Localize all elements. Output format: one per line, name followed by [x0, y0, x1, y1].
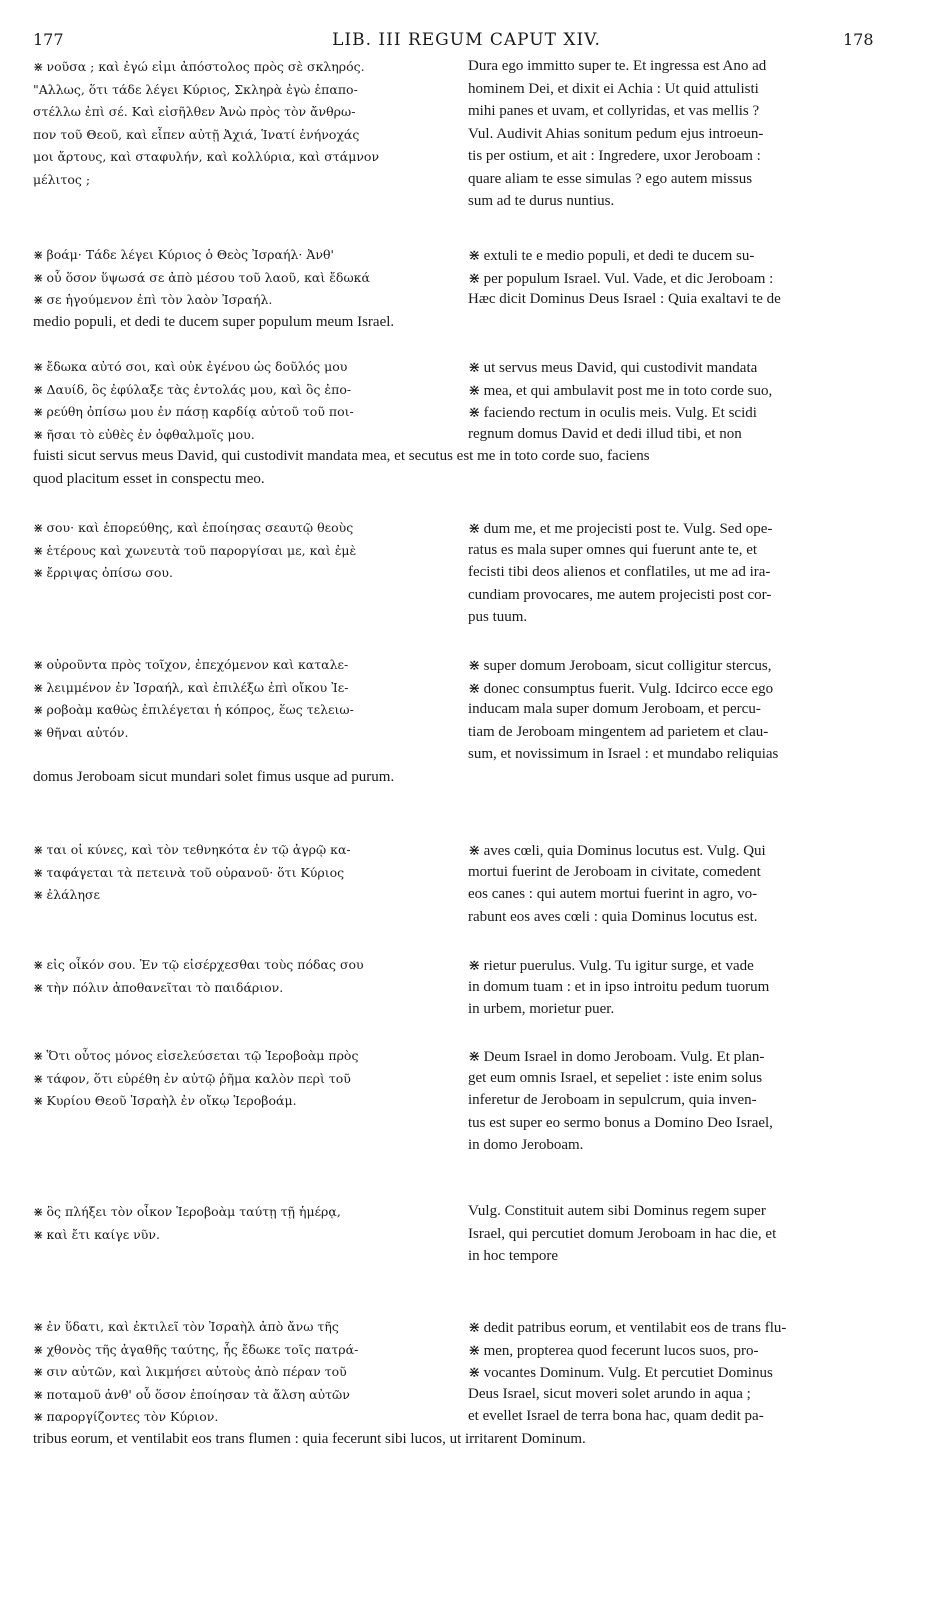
- line-text: sum ad te durus nuntius.: [468, 193, 615, 209]
- latin-line: [468, 1001, 614, 1018]
- latin-line: [468, 1363, 773, 1382]
- obelus-mark: ⋇: [33, 1341, 44, 1357]
- obelus-mark: ⋇: [33, 359, 44, 374]
- line-text: mortui fuerint de Jeroboam in civitate, comedent: [468, 863, 761, 880]
- page-header: [0, 30, 933, 52]
- greek-line: [33, 359, 347, 374]
- greek-line: [33, 725, 128, 740]
- latin-line: [468, 171, 752, 188]
- greek-line: [33, 1342, 358, 1357]
- line-text: quod placitum esset in conspectu meo.: [33, 470, 265, 487]
- line-text: fecisti tibi deos alienos et conflatiles, ut me ad ira-: [468, 564, 771, 580]
- greek-line: [33, 104, 355, 119]
- line-text: ἔδωκα αὐτό σοι, καὶ οὐκ ἐγένου ὡς δοῦλός μου: [46, 359, 348, 374]
- line-text: per populum Israel. Vul. Vade, et dic Jeroboam :: [483, 270, 774, 287]
- greek-line: [33, 149, 379, 164]
- line-text: inducam mala super domum Jeroboam, et percu-: [468, 701, 761, 717]
- greek-line: [33, 657, 348, 672]
- greek-line: [33, 1204, 341, 1219]
- line-text: πον τοῦ Θεοῦ, καὶ εἶπεν αὐτῇ Ἀχιά, Ἱνατί ἐνήνοχάς: [33, 126, 360, 142]
- latin-fullwidth-line: [33, 471, 265, 488]
- line-text: pus tuum.: [468, 609, 528, 625]
- latin-line: [468, 1248, 558, 1265]
- obelus-mark: ⋇: [468, 958, 481, 974]
- line-text: eos canes : qui autem mortui fuerint in agro, vo-: [468, 886, 758, 902]
- obelus-mark: ⋇: [33, 679, 44, 695]
- line-text: λειμμένον ἐν Ἰσραήλ, καὶ ἐπιλέξω ἐπὶ οἴκου Ἰε-: [46, 679, 349, 695]
- obelus-mark: ⋇: [468, 270, 481, 287]
- latin-line: [468, 358, 757, 377]
- line-text: Ὅτι οὗτος μόνος εἰσελεύσεται τῷ Ἱεροβοὰμ πρὸς: [46, 1048, 359, 1063]
- line-text: mihi panes et uvam, et collyridas, et vas mellis ?: [468, 103, 760, 119]
- latin-line: [468, 886, 757, 903]
- line-text: ἔρριψας ὀπίσω σου.: [46, 565, 173, 580]
- latin-line: [468, 1070, 762, 1087]
- greek-line: [33, 520, 353, 535]
- obelus-mark: ⋇: [33, 404, 44, 419]
- line-text: ται οἱ κύνες, καὶ τὸν τεθνηκότα ἐν τῷ ἀγρῷ κα-: [46, 842, 351, 857]
- latin-line: [468, 1092, 757, 1109]
- latin-line: [468, 1318, 786, 1337]
- obelus-mark: ⋇: [33, 1226, 44, 1242]
- greek-line: [33, 702, 354, 717]
- latin-line: [468, 519, 772, 538]
- line-text: sum, et novissimum in Israel : et mundabo reliquias: [468, 746, 779, 762]
- line-text: faciendo rectum in oculis meis. Vulg. Et scidi: [483, 405, 757, 421]
- greek-line: [33, 59, 365, 74]
- page-number-right: 178: [843, 30, 874, 49]
- line-text: ρεύθη ὀπίσω μου ἐν πάσῃ καρδίᾳ αὐτοῦ τοῦ ποι-: [46, 404, 354, 419]
- latin-line: [468, 381, 772, 400]
- line-text: tus est super eo sermo bonus a Domino Deo Israel,: [468, 1114, 773, 1131]
- greek-line: [33, 247, 334, 262]
- line-text: ταφάγεται τὰ πετεινὰ τοῦ οὐρανοῦ· ὅτι Κύριος: [46, 864, 345, 880]
- obelus-mark: ⋇: [33, 292, 44, 307]
- greek-line: [33, 427, 255, 442]
- line-text: men, propterea quod fecerunt lucos suos, pro-: [483, 1342, 759, 1359]
- latin-line: [468, 1137, 583, 1154]
- greek-line: [33, 565, 173, 580]
- line-text: Israel, qui percutiet domum Jeroboam in hac die, et: [468, 1225, 777, 1242]
- line-text: εἰς οἶκόν σου. Ἐν τῷ εἰσέρχεσθαι τοὺς πόδας σου: [46, 957, 364, 972]
- latin-line: [468, 403, 757, 422]
- line-text: ratus es mala super omnes qui fuerunt ante te, et: [468, 541, 758, 558]
- latin-line: [468, 587, 771, 604]
- line-text: cundiam provocares, me autem projecisti post cor-: [468, 586, 772, 603]
- latin-line: [468, 1341, 759, 1360]
- obelus-mark: ⋇: [468, 1049, 481, 1065]
- obelus-mark: ⋇: [468, 360, 481, 376]
- obelus-mark: ⋇: [468, 1320, 481, 1336]
- greek-line: [33, 865, 344, 880]
- line-text: get eum omnis Israel, et sepeliet : iste enim solus: [468, 1069, 763, 1086]
- line-text: in hoc tempore: [468, 1248, 558, 1264]
- line-text: in domo Jeroboam.: [468, 1137, 584, 1153]
- line-text: οὗ ὅσον ὕψωσά σε ἀπὸ μέσου τοῦ λαοῦ, καὶ ἔδωκά: [46, 269, 370, 285]
- line-text: domus Jeroboam sicut mundari solet fimus usque ad purum.: [33, 768, 395, 785]
- latin-line: [468, 148, 761, 165]
- line-text: super domum Jeroboam, sicut colligitur stercus,: [483, 658, 772, 674]
- obelus-mark: ⋇: [33, 657, 44, 672]
- line-text: "Αλλως, ὅτι τάδε λέγει Κύριος, Σκληρὰ ἐγὼ ἐπαπο-: [33, 81, 358, 97]
- latin-line: [468, 979, 769, 996]
- line-text: σε ἡγούμενον ἐπὶ τὸν λαὸν Ἰσραήλ.: [46, 292, 273, 307]
- line-text: mea, et qui ambulavit post me in toto corde suo,: [483, 382, 773, 399]
- greek-line: [33, 887, 100, 902]
- line-text: et evellet Israel de terra bona hac, quam dedit pa-: [468, 1408, 764, 1424]
- line-text: medio populi, et dedi te ducem super populum meum Israel.: [33, 313, 395, 330]
- line-text: extuli te e medio populi, et dedi te ducem su-: [483, 248, 755, 264]
- line-text: vocantes Dominum. Vulg. Et percutiet Dominus: [483, 1365, 773, 1381]
- latin-line: [468, 269, 773, 288]
- obelus-mark: ⋇: [33, 1319, 44, 1334]
- line-text: Deus Israel, sicut moveri solet arundo in aqua ;: [468, 1385, 751, 1402]
- latin-line: [468, 193, 614, 210]
- greek-line: [33, 172, 90, 187]
- line-text: ἐν ὕδατι, καὶ ἐκτιλεῖ τὸν Ἰσραὴλ ἀπὸ ἄνω τῆς: [46, 1319, 339, 1334]
- latin-line: [468, 1226, 776, 1243]
- obelus-mark: ⋇: [33, 842, 44, 857]
- obelus-mark: ⋇: [468, 658, 481, 674]
- greek-line: [33, 1319, 339, 1334]
- line-text: ὃς πλήξει τὸν οἶκον Ἱεροβοὰμ ταύτῃ τῇ ἡμέρᾳ,: [46, 1204, 341, 1219]
- latin-line: [468, 58, 766, 75]
- line-text: Δαυίδ, ὃς ἐφύλαξε τὰς ἐντολάς μου, καὶ ὃς ἐπο-: [46, 381, 352, 397]
- latin-line: [468, 246, 754, 265]
- line-text: rabunt eos aves cœli : quia Dominus locutus est.: [468, 908, 758, 925]
- obelus-mark: ⋇: [33, 1409, 44, 1424]
- line-text: σου· καὶ ἐπορεύθης, καὶ ἐποίησας σεαυτῷ θεοὺς: [46, 520, 354, 535]
- obelus-mark: ⋇: [33, 864, 44, 880]
- line-text: νοῦσα ; καὶ ἐγώ εἰμι ἀπόστολος πρὸς σὲ σκληρός.: [46, 59, 365, 74]
- latin-fullwidth-line: [33, 448, 650, 465]
- greek-line: [33, 82, 358, 97]
- line-text: Vulg. Constituit autem sibi Dominus regem super: [468, 1203, 766, 1219]
- line-text: Κυρίου Θεοῦ Ἰσραὴλ ἐν οἴκῳ Ἱεροβοάμ.: [46, 1093, 297, 1108]
- obelus-mark: ⋇: [33, 1093, 44, 1108]
- latin-line: [468, 564, 770, 581]
- obelus-mark: ⋇: [468, 521, 481, 537]
- greek-line: [33, 543, 356, 558]
- obelus-mark: ⋇: [33, 1364, 44, 1379]
- obelus-mark: ⋇: [33, 1070, 44, 1086]
- line-text: hominem Dei, et dixit ei Achia : Ut quid attulisti: [468, 80, 759, 97]
- line-text: quare aliam te esse simulas ? ego autem missus: [468, 170, 753, 187]
- line-text: οὐροῦντα πρὸς τοῖχον, ἐπεχόμενον καὶ καταλε-: [46, 657, 349, 672]
- line-text: παροργίζοντες τὸν Κύριον.: [46, 1409, 219, 1424]
- obelus-mark: ⋇: [468, 1365, 481, 1381]
- greek-line: [33, 382, 351, 397]
- greek-line: [33, 980, 283, 995]
- line-text: rietur puerulus. Vulg. Tu igitur surge, et vade: [483, 958, 754, 974]
- greek-line: [33, 1227, 160, 1242]
- line-text: tiam de Jeroboam mingentem ad parietem et clau-: [468, 723, 769, 740]
- obelus-mark: ⋇: [33, 247, 44, 262]
- greek-line: [33, 680, 348, 695]
- latin-line: [468, 542, 757, 559]
- line-text: Deum Israel in domo Jeroboam. Vulg. Et plan-: [483, 1049, 765, 1065]
- latin-line: [468, 724, 768, 741]
- line-text: tis per ostium, et ait : Ingredere, uxor Jeroboam :: [468, 148, 761, 164]
- latin-line: [468, 126, 763, 143]
- latin-line: [468, 291, 781, 308]
- line-text: Dura ego immitto super te. Et ingressa est Ano ad: [468, 58, 767, 74]
- latin-fullwidth-line: [33, 769, 394, 786]
- latin-line: [468, 1408, 764, 1425]
- latin-line: [468, 1047, 764, 1066]
- obelus-mark: ⋇: [468, 382, 481, 399]
- obelus-mark: ⋇: [33, 957, 44, 972]
- latin-line: [468, 746, 778, 763]
- line-text: τὴν πόλιν ἀποθανεῖται τὸ παιδάριον.: [46, 979, 284, 995]
- latin-line: [468, 1386, 751, 1403]
- obelus-mark: ⋇: [33, 520, 44, 535]
- line-text: μέλιτος ;: [33, 171, 91, 187]
- latin-line: [468, 864, 761, 881]
- obelus-mark: ⋇: [33, 887, 44, 902]
- obelus-mark: ⋇: [33, 702, 44, 717]
- latin-line: [468, 679, 773, 698]
- obelus-mark: ⋇: [33, 1204, 44, 1219]
- line-text: στέλλω ἐπὶ σέ. Καὶ εἰσῆλθεν Ἀνὼ πρὸς τὸν ἄνθρω-: [33, 104, 356, 119]
- greek-line: [33, 1387, 350, 1402]
- line-text: inferetur de Jeroboam in sepulcrum, quia inven-: [468, 1092, 757, 1108]
- latin-line: [468, 841, 766, 860]
- obelus-mark: ⋇: [33, 59, 44, 74]
- obelus-mark: ⋇: [33, 542, 44, 558]
- line-text: Vul. Audivit Ahias sonitum pedum ejus introeun-: [468, 125, 764, 142]
- line-text: σιν αὐτῶν, καὶ λικμήσει αὐτοὺς ἀπὸ πέραν τοῦ: [46, 1364, 347, 1379]
- obelus-mark: ⋇: [468, 680, 481, 697]
- latin-line: [468, 1115, 773, 1132]
- line-text: Hæc dicit Dominus Deus Israel : Quia exaltavi te de: [468, 291, 781, 307]
- line-text: tribus eorum, et ventilabit eos trans flumen : quia fecerunt sibi lucos, ut irritarent Dominum.: [33, 1430, 586, 1447]
- line-text: μοι ἄρτους, καὶ σταφυλήν, καὶ κολλύρια, καὶ στάμνον: [33, 149, 380, 164]
- line-text: θῆναι αὐτόν.: [46, 724, 129, 740]
- obelus-mark: ⋇: [33, 269, 44, 285]
- latin-fullwidth-line: [33, 1431, 586, 1448]
- line-text: ροβοὰμ καθὼς ἐπιλέγεται ἡ κόπρος, ἕως τελειω-: [46, 702, 354, 717]
- latin-line: [468, 909, 758, 926]
- latin-fullwidth-line: [33, 314, 394, 331]
- obelus-mark: ⋇: [33, 565, 44, 580]
- greek-line: [33, 1409, 218, 1424]
- obelus-mark: ⋇: [33, 381, 44, 397]
- latin-line: [468, 956, 754, 975]
- greek-line: [33, 957, 364, 972]
- line-text: ut servus meus David, qui custodivit mandata: [483, 360, 758, 376]
- line-text: καὶ ἔτι καίγε νῦν.: [46, 1226, 160, 1242]
- line-text: fuisti sicut servus meus David, qui custodivit mandata mea, et secutus est me in toto corde suo, faciens: [33, 448, 650, 464]
- obelus-mark: ⋇: [468, 843, 481, 859]
- line-text: τάφον, ὅτι εὑρέθη ἐν αὐτῷ ῥῆμα καλὸν περὶ τοῦ: [46, 1070, 351, 1086]
- line-text: dum me, et me projecisti post te. Vulg. Sed ope-: [483, 521, 773, 537]
- line-text: aves cœli, quia Dominus locutus est. Vulg. Qui: [483, 843, 766, 859]
- page-number-left: 177: [33, 30, 64, 49]
- obelus-mark: ⋇: [33, 426, 44, 442]
- latin-line: [468, 1203, 766, 1220]
- line-text: ῆσαι τὸ εὐθὲς ἐν ὀφθαλμοῖς μου.: [46, 426, 255, 442]
- latin-line: [468, 103, 759, 120]
- line-text: ποταμοῦ ἀνθ' οὗ ὅσον ἐποίησαν τὰ ἄλση αὐτῶν: [46, 1386, 350, 1402]
- obelus-mark: ⋇: [33, 979, 44, 995]
- running-title: LIB. III REGUM CAPUT XIV.: [332, 30, 601, 50]
- line-text: donec consumptus fuerit. Vulg. Idcirco ecce ego: [483, 680, 774, 697]
- obelus-mark: ⋇: [33, 724, 44, 740]
- obelus-mark: ⋇: [468, 405, 481, 421]
- latin-line: [468, 426, 742, 443]
- line-text: ἐλάλησε: [46, 887, 100, 902]
- line-text: regnum domus David et dedi illud tibi, et non: [468, 425, 742, 442]
- latin-line: [468, 609, 527, 626]
- greek-line: [33, 842, 351, 857]
- obelus-mark: ⋇: [468, 248, 481, 264]
- greek-line: [33, 404, 354, 419]
- greek-line: [33, 1364, 347, 1379]
- line-text: χθονὸς τῆς ἀγαθῆς ταύτης, ἧς ἔδωκε τοῖς πατρά-: [46, 1341, 359, 1357]
- line-text: in urbem, morietur puer.: [468, 1001, 615, 1017]
- greek-line: [33, 292, 272, 307]
- latin-line: [468, 81, 759, 98]
- line-text: βοάμ· Τάδε λέγει Κύριος ὁ Θεὸς Ἰσραήλ· Ἀνθ': [46, 247, 334, 262]
- greek-line: [33, 1071, 351, 1086]
- line-text: dedit patribus eorum, et ventilabit eos de trans flu-: [483, 1320, 787, 1336]
- greek-line: [33, 127, 359, 142]
- line-text: in domum tuam : et in ipso introitu pedum tuorum: [468, 978, 770, 995]
- greek-line: [33, 270, 370, 285]
- latin-line: [468, 656, 771, 675]
- obelus-mark: ⋇: [33, 1386, 44, 1402]
- greek-line: [33, 1048, 358, 1063]
- obelus-mark: ⋇: [468, 1342, 481, 1359]
- greek-line: [33, 1093, 297, 1108]
- obelus-mark: ⋇: [33, 1048, 44, 1063]
- line-text: ἑτέρους καὶ χωνευτὰ τοῦ παροργίσαι με, καὶ ἐμὲ: [46, 542, 357, 558]
- latin-line: [468, 701, 761, 718]
